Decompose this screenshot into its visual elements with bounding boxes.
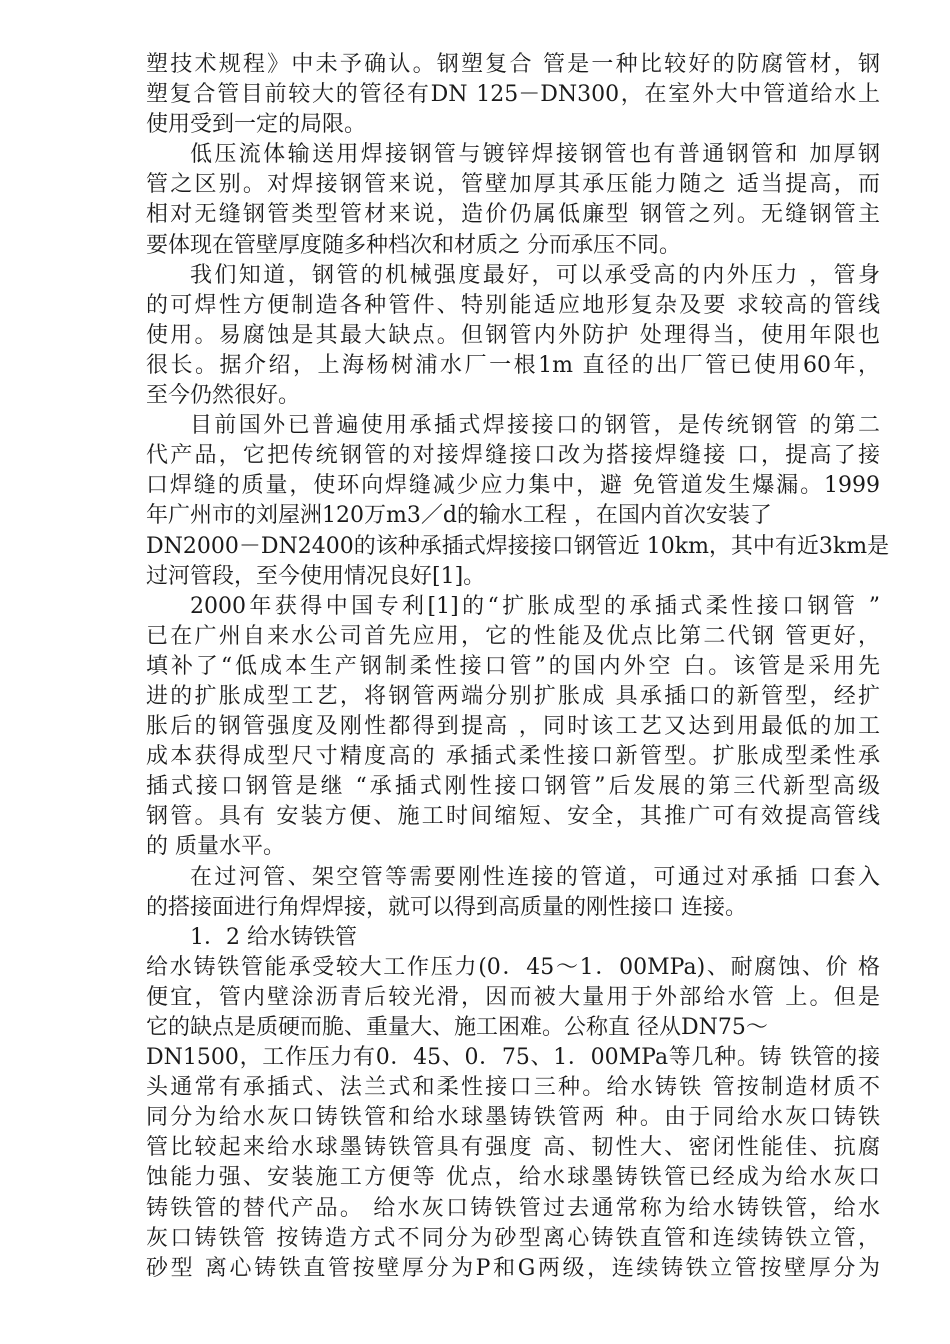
text-line: 管比较起来给水球墨铸铁管具有强度 高、韧性大、密闭性能佳、抗腐 — [146, 1135, 880, 1161]
text-line: 便宜，管内壁涂沥青后较光滑，因而被大量用于外部给水管 上。但是 — [146, 984, 880, 1010]
text-line: 至今仍然很好。 — [146, 383, 301, 409]
text-line: 使用受到一定的局限。 — [146, 112, 367, 138]
text-line: 塑复合管目前较大的管径有DN 125－DN300，在室外大中管道给水上 — [146, 82, 880, 108]
paragraph-first-line: 在过河管、架空管等需要刚性连接的管道，可通过对承插 口套入 — [190, 864, 880, 890]
text-line: 插式接口钢管是继 “承插式刚性接口钢管”后发展的第三代新型高级 — [146, 774, 880, 800]
text-line: 使用。易腐蚀是其最大缺点。但钢管内外防护 处理得当，使用年限也 — [146, 322, 880, 348]
text-line: 过河管段，至今使用情况良好[1]。 — [146, 563, 486, 589]
text-line: 填补了“低成本生产钢制柔性接口管”的国内外空 白。该管是采用先 — [146, 653, 880, 679]
text-line: 很长。据介绍，上海杨树浦水厂一根1m 直径的出厂管已使用60年， — [146, 352, 880, 378]
text-line: 同分为给水灰口铸铁管和给水球墨铸铁管两 种。由于同给水灰口铸铁 — [146, 1105, 880, 1131]
text-line: 钢管。具有 安装方便、施工时间缩短、安全，其推广可有效提高管线 — [146, 804, 880, 830]
paragraph-first-line: 目前国外已普遍使用承插式焊接接口的钢管，是传统钢管 的第二 — [190, 413, 880, 439]
text-line: 它的缺点是质硬而脆、重量大、施工困难。公称直 径从DN75～ — [146, 1015, 768, 1040]
paragraph-first-line: 我们知道，钢管的机械强度最好，可以承受高的内外压力 ，管身 — [190, 262, 880, 288]
text-line: 灰口铸铁管 按铸造方式不同分为砂型离心铸铁直管和连续铸铁立管， — [146, 1225, 880, 1251]
text-line: DN1500，工作压力有0．45、0．75、1．00MPa等几种。铸 铁管的接 — [146, 1045, 880, 1071]
text-line: 砂型 离心铸铁直管按壁厚分为P和G两级，连续铸铁立管按壁厚分为 — [146, 1255, 880, 1281]
document-page — [146, 50, 890, 1284]
text-line: 头通常有承插式、法兰式和柔性接口三种。给水铸铁 管按制造材质不 — [146, 1075, 880, 1101]
text-line: 相对无缝钢管类型管材来说，造价仍属低廉型 钢管之列。无缝钢管主 — [146, 202, 880, 228]
paragraph-first-line: 低压流体输送用焊接钢管与镀锌焊接钢管也有普通钢管和 加厚钢 — [190, 142, 880, 168]
paragraph-first-line: 1．2 给水铸铁管 — [190, 924, 357, 950]
text-line: 进的扩胀成型工艺，将钢管两端分别扩胀成 具承插口的新管型，经扩 — [146, 683, 880, 709]
text-line: 已在广州自来水公司首先应用，它的性能及优点比第二代钢 管更好， — [146, 623, 880, 649]
text-line: 的可焊性方便制造各种管件、特别能适应地形复杂及要 求较高的管线 — [146, 292, 880, 318]
text-line: 口焊缝的质量，使环向焊缝减少应力集中，避 免管道发生爆漏。1999 — [146, 473, 880, 499]
text-line: 代产品，它把传统钢管的对接焊缝接口改为搭接焊缝接 口，提高了接 — [146, 443, 880, 469]
text-line: 给水铸铁管能承受较大工作压力(0．45～1．00MPa)、耐腐蚀、价 格 — [146, 954, 880, 980]
text-line: 塑技术规程》中未予确认。钢塑复合 管是一种比较好的防腐管材，钢 — [146, 52, 880, 77]
text-line: 管之区别。对焊接钢管来说，管壁加厚其承压能力随之 适当提高，而 — [146, 172, 880, 198]
paragraph-first-line: 2000年获得中国专利[1]的“扩胀成型的承插式柔性接口钢管 ” — [190, 593, 880, 619]
text-line: DN2000－DN2400的该种承插式焊接接口钢管近 10km，其中有近3km是 — [146, 533, 890, 559]
text-line: 要体现在管壁厚度随多种档次和材质之 分而承压不同。 — [146, 232, 681, 258]
text-line: 成本获得成型尺寸精度高的 承插式柔性接口新管型。扩胀成型柔性承 — [146, 744, 880, 770]
text-line: 胀后的钢管强度及刚性都得到提高 ，同时该工艺又达到用最低的加工 — [146, 714, 880, 740]
text-line: 的 质量水平。 — [146, 834, 285, 860]
text-line: 蚀能力强、安装施工方便等 优点，给水球墨铸铁管已经成为给水灰口 — [146, 1165, 880, 1191]
text-line: 的搭接面进行角焊焊接，就可以得到高质量的刚性接口 连接。 — [146, 894, 747, 920]
text-line: 年广州市的刘屋洲120万m3／d的输水工程 ，在国内首次安装了 — [146, 503, 772, 529]
text-line: 铸铁管的替代产品。 给水灰口铸铁管过去通常称为给水铸铁管，给水 — [146, 1195, 880, 1221]
